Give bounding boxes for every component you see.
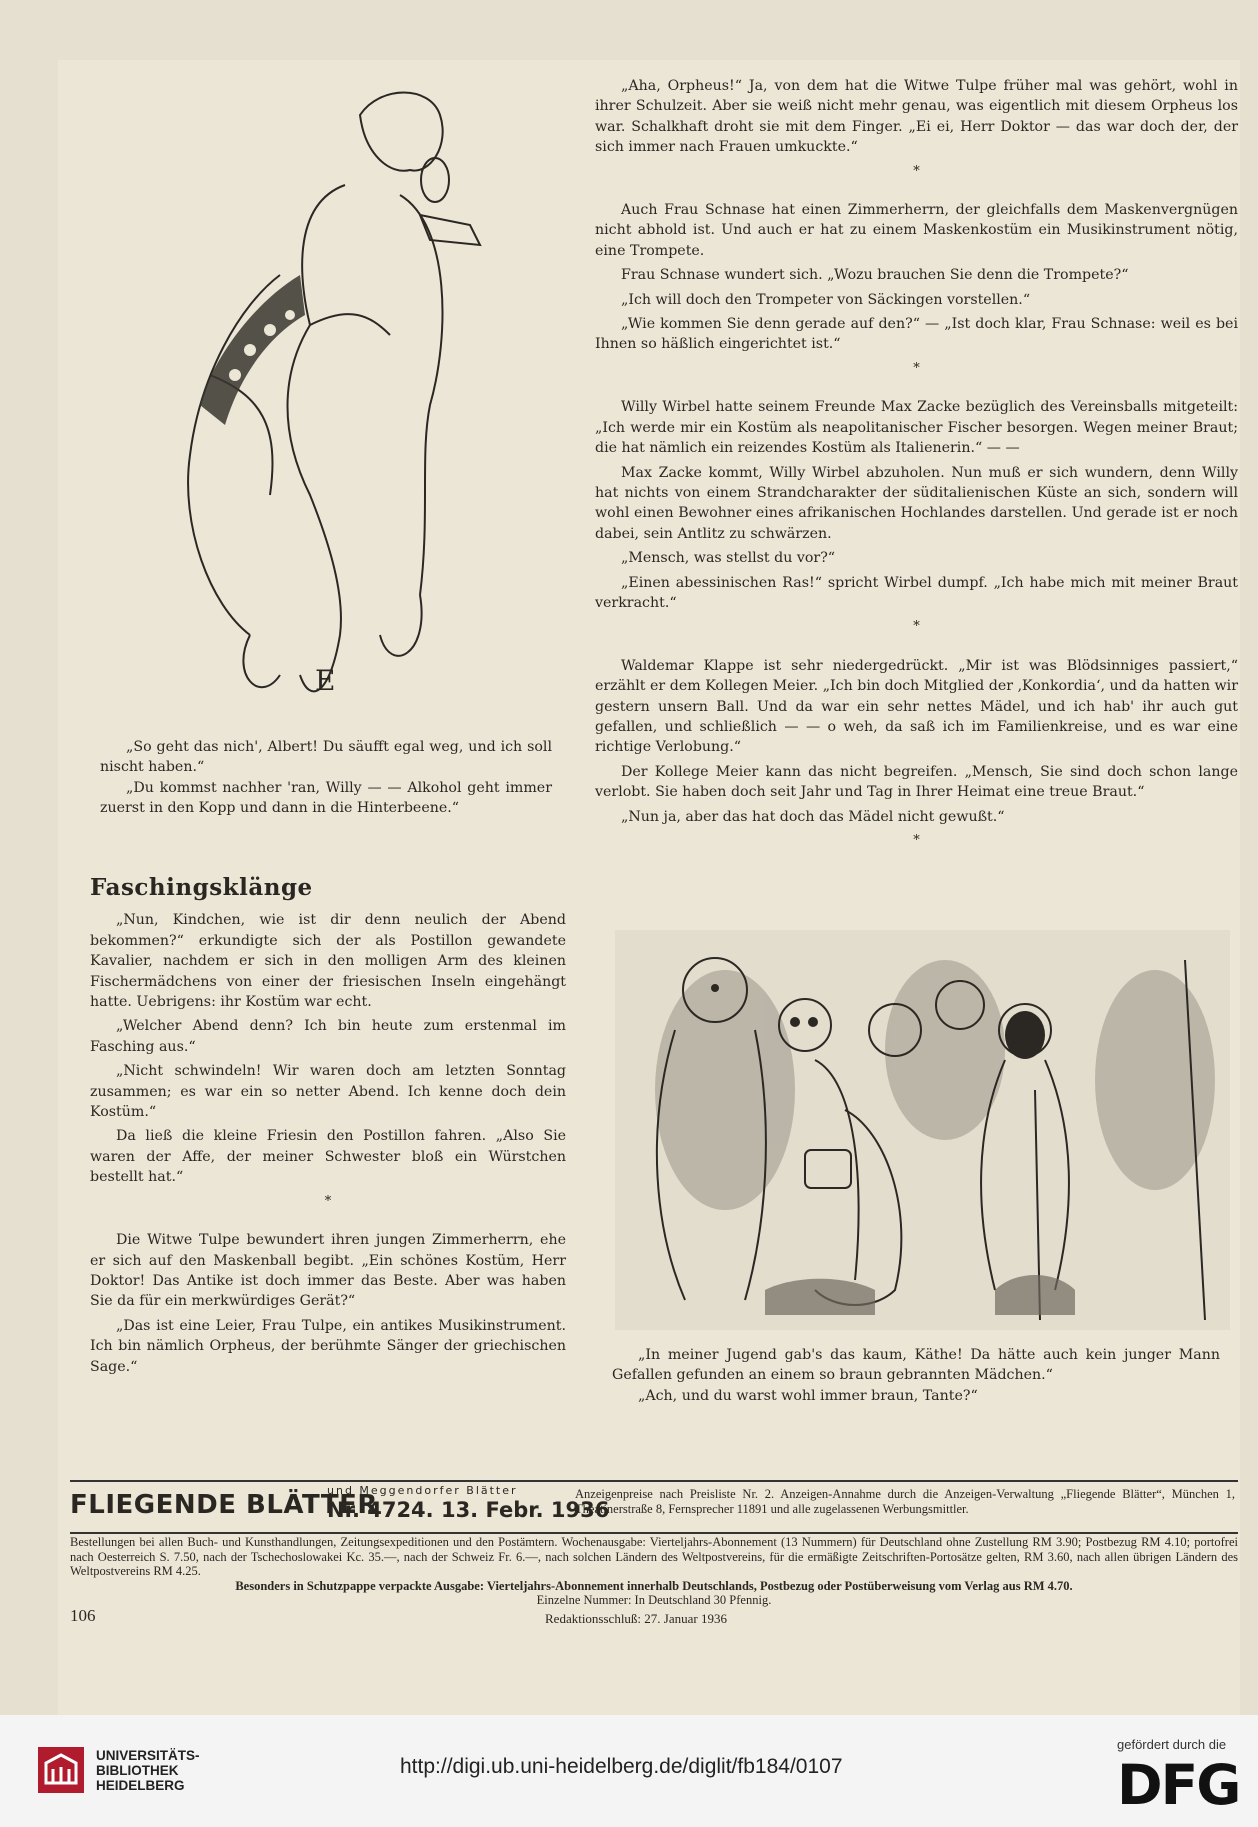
paragraph: Der Kollege Meier kann das nicht begreifen. „Mensch, Sie sind doch schon lange verlobt. Sie haben doch seit Jahr und Tag in Ihrer Heimat eine treue Braut.“ bbox=[595, 763, 1238, 801]
paragraph: Waldemar Klappe ist sehr niedergedrückt. „Mir ist was Blödsinniges passiert,“ erzählt er dem Kollegen Meier. „Ich bin doch Mitglied der ‚Konkordia‘, und da hatten wir gestern unsern Ball. Und da war ein sehr nettes Mädel, und ich hab' ihr auch gut gefallen, und schließlich — — o weh, da saß ich im Familienkreise, und es war eine richtige Verlobung.“ bbox=[595, 657, 1238, 756]
paragraph: „Ich will doch den Trompeter von Säckingen vorstellen.“ bbox=[621, 291, 1031, 308]
cartoon-costume-group bbox=[615, 930, 1230, 1330]
article-heading: Faschingsklänge bbox=[90, 874, 313, 901]
paragraph: „Aha, Orpheus!“ Ja, von dem hat die Witwe Tulpe früher mal was gehört, wohl in ihrer Schulzeit. Aber sie weiß nicht mehr genau, was eigentlich mit diesem Orpheus los war. Schalkhaft droht sie mit dem Finger. „Ei ei, Herr Doktor — das war doch der, der sich immer nach Frauen umkuckte.“ bbox=[595, 78, 1238, 156]
paragraph: „Nun ja, aber das hat doch das Mädel nicht gewußt.“ bbox=[621, 808, 1005, 825]
order-single: Einzelne Nummer: In Deutschland 30 Pfennig. bbox=[536, 1593, 772, 1607]
paragraph: „Das ist eine Leier, Frau Tulpe, ein antikes Musikinstrument. Ich bin nämlich Orpheus, der berühmte Sänger der griechischen Sage.“ bbox=[90, 1317, 566, 1375]
cartoon-drinking-men bbox=[130, 75, 550, 730]
caption-left-line: „Du kommst nachher 'ran, Willy — — Alkohol geht immer zuerst in den Kopp und dann in die Hinterbeene.“ bbox=[100, 779, 552, 817]
paragraph: Max Zacke kommt, Willy Wirbel abzuholen. Nun muß er sich wundern, denn Willy hat nichts von einem Strandcharakter der süditalienischen Küste an sich, sondern will wohl einen Bewohner eines afrikanischen Hochlandes darstellen. Und gerade ist er noch dabei, sein Antlitz zu schwärzen. bbox=[595, 464, 1238, 542]
university-line: UNIVERSITÄTS- bbox=[96, 1748, 200, 1763]
magazine-subtitle: und Meggendorfer Blätter bbox=[327, 1484, 518, 1497]
paragraph: „Mensch, was stellst du vor?“ bbox=[621, 550, 836, 567]
paragraph: „Nun, Kindchen, wie ist dir denn neulich der Abend bekommen?“ erkundigte sich der als Postillon gewandete Kavalier, nachdem er sich in den molligen Arm des kleinen Fischermädchens von einer der friesischen Inseln eingehängt hatte. Uebrigens: ihr Kostüm war echt. bbox=[90, 912, 566, 1011]
university-name bbox=[96, 1748, 200, 1793]
caption-left-line: „So geht das nich', Albert! Du säufft egal weg, und ich soll nischt haben.“ bbox=[100, 739, 552, 776]
order-special: Besonders in Schutzpappe verpackte Ausgabe: Vierteljahrs-Abonnement innerhalb Deutschlands, Postbezug oder Postüberweisung vom Verlag aus RM 4.70. bbox=[235, 1578, 1073, 1593]
separator: * bbox=[913, 619, 920, 635]
dfg-logo: DFG bbox=[1117, 1753, 1240, 1817]
editorial-deadline: Redaktionsschluß: 27. Januar 1936 bbox=[545, 1611, 727, 1626]
caption-right-line: „In meiner Jugend gab's das kaum, Käthe! Da hätte auch kein junger Mann Gefallen gefunden an einem so braun gebrannten Mädchen.“ bbox=[612, 1347, 1220, 1384]
svg-text:E: E bbox=[315, 664, 336, 697]
paragraph: Da ließ die kleine Friesin den Postillon fahren. „Also Sie waren der Affe, der meiner Schwester bloß ein Würstchen bestellt hat.“ bbox=[90, 1128, 566, 1186]
separator: * bbox=[913, 360, 920, 376]
paragraph: Auch Frau Schnase hat einen Zimmerherrn, der gleichfalls dem Maskenvergnügen nicht abhold ist. Und auch er hat zu einem Maskenkostüm ein Musikinstrument nötig, eine Trompete. bbox=[595, 202, 1238, 259]
separator: * bbox=[324, 1193, 332, 1209]
right-column bbox=[595, 76, 1238, 869]
paragraph: „Welcher Abend denn? Ich bin heute zum erstenmal im Fasching aus.“ bbox=[90, 1018, 566, 1055]
university-line: HEIDELBERG bbox=[96, 1778, 185, 1793]
page-number: 106 bbox=[70, 1606, 96, 1625]
caption-right bbox=[612, 1345, 1220, 1406]
paragraph: Willy Wirbel hatte seinem Freunde Max Zacke bezüglich des Vereinsballs mitgeteilt: „Ich werde mir ein Kostüm als neapolitanischer Fischer besorgen. Wegen meiner Braut; die hat nämlich ein reizendes Kostüm als Italienerin.“ — — bbox=[595, 399, 1238, 457]
university-library-logo-icon bbox=[36, 1745, 86, 1795]
paragraph: Die Witwe Tulpe bewundert ihren jungen Zimmerherrn, ehe er sich auf den Maskenball begibt. „Ein schönes Kostüm, Herr Doktor! Das Antike ist doch immer das Beste. Aber was haben Sie da für ein merkwürdiges Gerät?“ bbox=[90, 1232, 566, 1310]
ad-info: Anzeigenpreise nach Preisliste Nr. 2. Anzeigen-Annahme durch die Anzeigen-Verwaltung „Fliegende Blätter“, München 1, Theatinerstraße 8, Fernsprecher 11891 und alle zugelassenen Werbungsmittler. bbox=[575, 1487, 1235, 1516]
library-footer bbox=[0, 1715, 1258, 1827]
funded-by-label: gefördert durch die bbox=[1117, 1737, 1227, 1752]
caption-left bbox=[100, 737, 552, 819]
magazine-title: FLIEGENDE BLÄTTER bbox=[70, 1490, 378, 1520]
caption-right-line: „Ach, und du warst wohl immer braun, Tante?“ bbox=[638, 1387, 978, 1404]
order-info bbox=[70, 1535, 1238, 1608]
issue-number: Nr. 4724. 13. Febr. 1936 bbox=[327, 1498, 610, 1522]
separator: * bbox=[913, 163, 920, 179]
faschings-article bbox=[90, 874, 566, 1381]
order-text: Bestellungen bei allen Buch- und Kunsthandlungen, Zeitungsexpeditionen und den Postämtern. Wochenausgabe: Vierteljahrs-Abonnement (13 Nummern) für Deutschland ohne Zustellung RM 3.90; Postbezug RM 4.10; portofrei nach Oesterreich S. 7.50, nach der Tschechoslowakei Kc. 35.—, nach der Schweiz Fr. 6.—, nach solchen Ländern des Weltpostvereins, für die ermäßigte Zeitschriften-Portosätze gelten, RM 3.60, nach allen übrigen Ländern des Weltpostvereins RM 4.25. bbox=[70, 1535, 1238, 1578]
source-url-link[interactable]: http://digi.ub.uni-heidelberg.de/diglit/fb184/0107 bbox=[400, 1755, 843, 1778]
masthead bbox=[70, 1480, 1238, 1534]
university-line: BIBLIOTHEK bbox=[96, 1763, 179, 1778]
paragraph: Frau Schnase wundert sich. „Wozu brauchen Sie denn die Trompete?“ bbox=[621, 267, 1129, 284]
paragraph: „Einen abessinischen Ras!“ spricht Wirbel dumpf. „Ich habe mich mit meiner Braut verkracht.“ bbox=[595, 574, 1238, 611]
paragraph: „Wie kommen Sie denn gerade auf den?“ — „Ist doch klar, Frau Schnase: weil es bei Ihnen so häßlich eingerichtet ist.“ bbox=[595, 316, 1238, 353]
separator: * bbox=[913, 833, 920, 848]
paragraph: „Nicht schwindeln! Wir waren doch am letzten Sonntag zusammen; es war ein so netter Abend. Ich kenne doch dein Kostüm.“ bbox=[90, 1063, 566, 1121]
